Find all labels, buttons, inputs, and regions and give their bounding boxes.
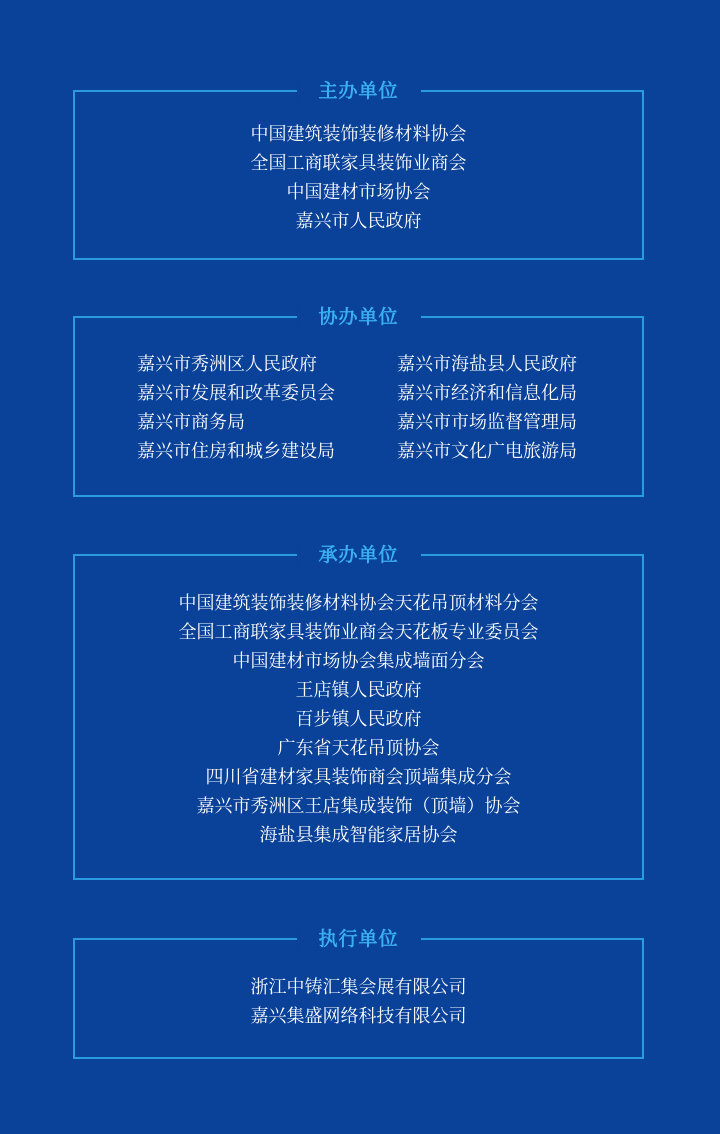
co-organizer-item: 嘉兴市秀洲区人民政府 [137, 354, 317, 375]
executors-section [73, 928, 644, 1059]
organizer-item: 嘉兴市人民政府 [295, 211, 422, 232]
co-organizer-item: 嘉兴市发展和改革委员会 [137, 383, 335, 404]
co-organizers-section [73, 306, 644, 497]
organizers-section [73, 80, 644, 260]
undertaker-item: 百步镇人民政府 [295, 709, 422, 730]
executors-title: 执行单位 [296, 924, 420, 954]
co-organizers-left-column [137, 350, 335, 466]
co-organizer-item: 嘉兴市住房和城乡建设局 [137, 441, 335, 462]
executor-item: 浙江中铸汇集会展有限公司 [250, 977, 467, 998]
undertaker-item: 海盐县集成智能家居协会 [259, 825, 458, 846]
undertakers-list [75, 589, 642, 850]
organizers-list [75, 120, 642, 236]
organizer-item: 全国工商联家具装饰业商会 [250, 153, 467, 174]
undertaker-item: 四川省建材家具装饰商会顶墙集成分会 [205, 767, 512, 788]
organizer-item: 中国建材市场协会 [286, 182, 431, 203]
undertakers-title: 承办单位 [296, 540, 420, 570]
co-organizer-item: 嘉兴市市场监督管理局 [397, 412, 577, 433]
undertaker-item: 广东省天花吊顶协会 [277, 738, 440, 759]
undertakers-section [73, 544, 644, 880]
executor-item: 嘉兴集盛网络科技有限公司 [250, 1006, 467, 1027]
organizer-item: 中国建筑装饰装修材料协会 [250, 124, 467, 145]
co-organizer-item: 嘉兴市海盐县人民政府 [397, 354, 577, 375]
co-organizers-title: 协办单位 [296, 302, 420, 332]
co-organizers-right-column [397, 350, 577, 466]
undertaker-item: 全国工商联家具装饰业商会天花板专业委员会 [178, 622, 539, 643]
undertaker-item: 中国建材市场协会集成墙面分会 [232, 651, 485, 672]
executors-list [75, 973, 642, 1031]
undertaker-item: 中国建筑装饰装修材料协会天花吊顶材料分会 [178, 593, 539, 614]
co-organizer-item: 嘉兴市商务局 [137, 412, 245, 433]
co-organizer-item: 嘉兴市文化广电旅游局 [397, 441, 577, 462]
undertaker-item: 嘉兴市秀洲区王店集成装饰（顶墙）协会 [196, 796, 521, 817]
organizers-title: 主办单位 [296, 76, 420, 106]
undertaker-item: 王店镇人民政府 [295, 680, 422, 701]
co-organizer-item: 嘉兴市经济和信息化局 [397, 383, 577, 404]
